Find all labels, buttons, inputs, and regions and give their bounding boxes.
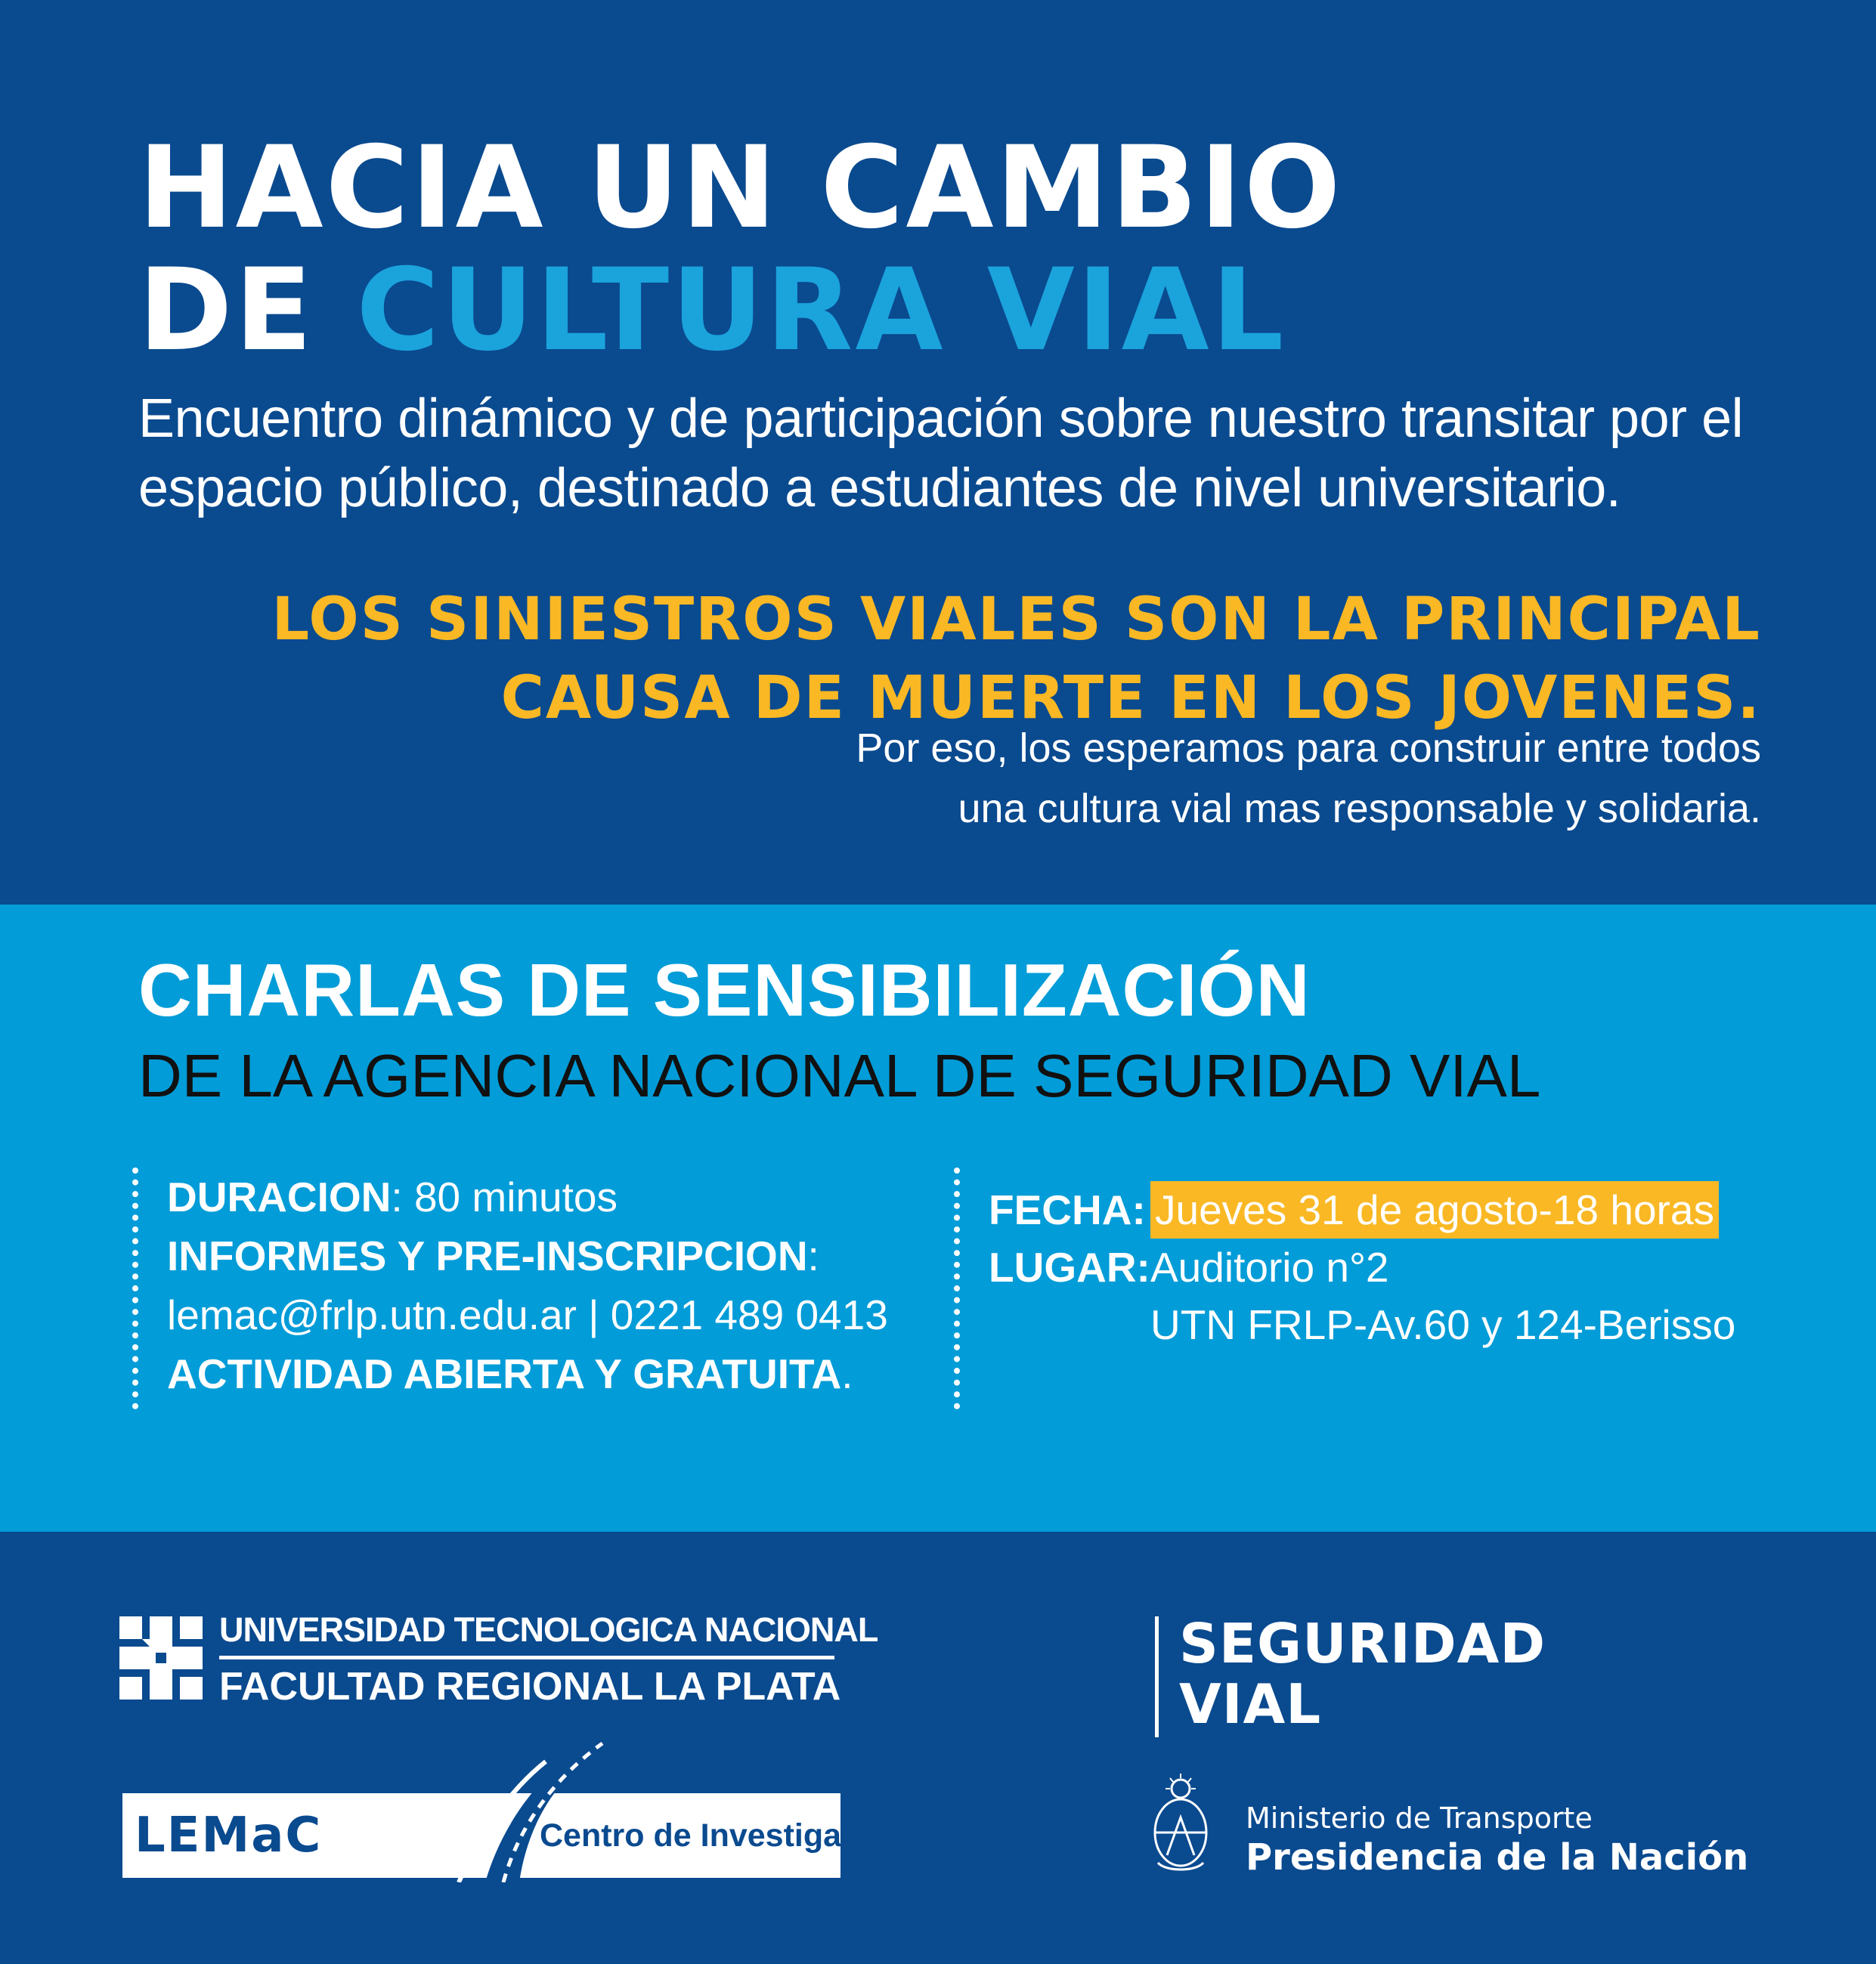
event-title: CHARLAS DE SENSIBILIZACIÓN — [138, 948, 1311, 1031]
seguridad-line2: VIAL — [1179, 1672, 1322, 1736]
date-row — [989, 1181, 1735, 1239]
info-colon: : — [807, 1233, 819, 1279]
argentina-seal-icon — [1150, 1772, 1211, 1874]
seguridad-line1: SEGURIDAD — [1179, 1612, 1546, 1675]
headline-line1: HACIA UN CAMBIO — [138, 122, 1343, 254]
info-row — [167, 1226, 888, 1285]
seguridad-vial-wordmark — [1179, 1613, 1546, 1734]
lemac-tagline: Centro de Investigaciones Viales — [540, 1817, 1047, 1854]
utn-name: UNIVERSIDAD TECNOLOGICA NACIONAL — [219, 1610, 878, 1649]
lemac-logo — [122, 1793, 1047, 1878]
contact-text: lemac@frlp.utn.edu.ar | 0221 489 0413 — [167, 1291, 888, 1338]
alert-line2: CAUSA DE MUERTE EN LOS JOVENES. — [500, 664, 1761, 732]
place-row-2 — [989, 1296, 1735, 1353]
utn-wordmark — [219, 1607, 878, 1709]
date-value: Jueves 31 de agosto-18 horas — [1150, 1181, 1719, 1239]
headline-line2-prefix: DE — [138, 245, 357, 376]
utn-logo-icon — [119, 1616, 203, 1700]
open-activity-dot: . — [841, 1350, 853, 1397]
alert-line1: LOS SINIESTROS VIALES SON LA PRINCIPAL — [271, 586, 1761, 654]
place-line2: UTN FRLP-Av.60 y 124-Berisso — [1150, 1301, 1736, 1348]
place-label: LUGAR: — [989, 1244, 1150, 1291]
utn-divider — [219, 1656, 834, 1659]
footer-section — [0, 1532, 1876, 1964]
alert-sub-line2: una cultura vial mas responsable y solidaria. — [958, 786, 1761, 831]
ministry-line2: Presidencia de la Nación — [1246, 1836, 1749, 1879]
utn-faculty: FACULTAD REGIONAL LA PLATA — [219, 1665, 841, 1709]
hero-section — [0, 0, 1876, 905]
alert-sub-line1: Por eso, los esperamos para construir entre todos — [856, 725, 1761, 771]
info-label: INFORMES Y PRE-INSCRIPCION — [167, 1233, 808, 1279]
date-label: FECHA: — [989, 1186, 1146, 1233]
ministry-wordmark — [1246, 1801, 1748, 1879]
contact-row — [167, 1285, 888, 1344]
open-activity-label: ACTIVIDAD ABIERTA Y GRATUITA — [167, 1350, 842, 1397]
open-activity-row — [167, 1344, 888, 1403]
duration-value: : 80 minutos — [391, 1174, 618, 1220]
alert-text — [271, 580, 1761, 738]
place-line1: Auditorio n°2 — [1150, 1244, 1389, 1291]
duration-label: DURACION — [167, 1174, 392, 1220]
lemac-wordmark: LEMaC — [135, 1808, 323, 1863]
event-info-right — [954, 1168, 1735, 1409]
event-section — [0, 905, 1876, 1532]
headline — [138, 122, 1343, 376]
seguridad-divider — [1155, 1616, 1159, 1737]
event-info-left — [132, 1168, 888, 1409]
road-icon — [455, 1739, 606, 1882]
event-subtitle: DE LA AGENCIA NACIONAL DE SEGURIDAD VIAL — [138, 1042, 1541, 1109]
ministry-line1: Ministerio de Transporte — [1246, 1802, 1593, 1835]
alert-subtext — [856, 718, 1761, 839]
duration-row — [167, 1168, 888, 1226]
place-row — [989, 1239, 1735, 1296]
intro-text: Encuentro dinámico y de participación sobre nuestro transitar por el espacio público, destinado a estudiantes de nivel universitario. — [138, 388, 1744, 518]
headline-line2-accent: CULTURA VIAL — [356, 245, 1286, 376]
